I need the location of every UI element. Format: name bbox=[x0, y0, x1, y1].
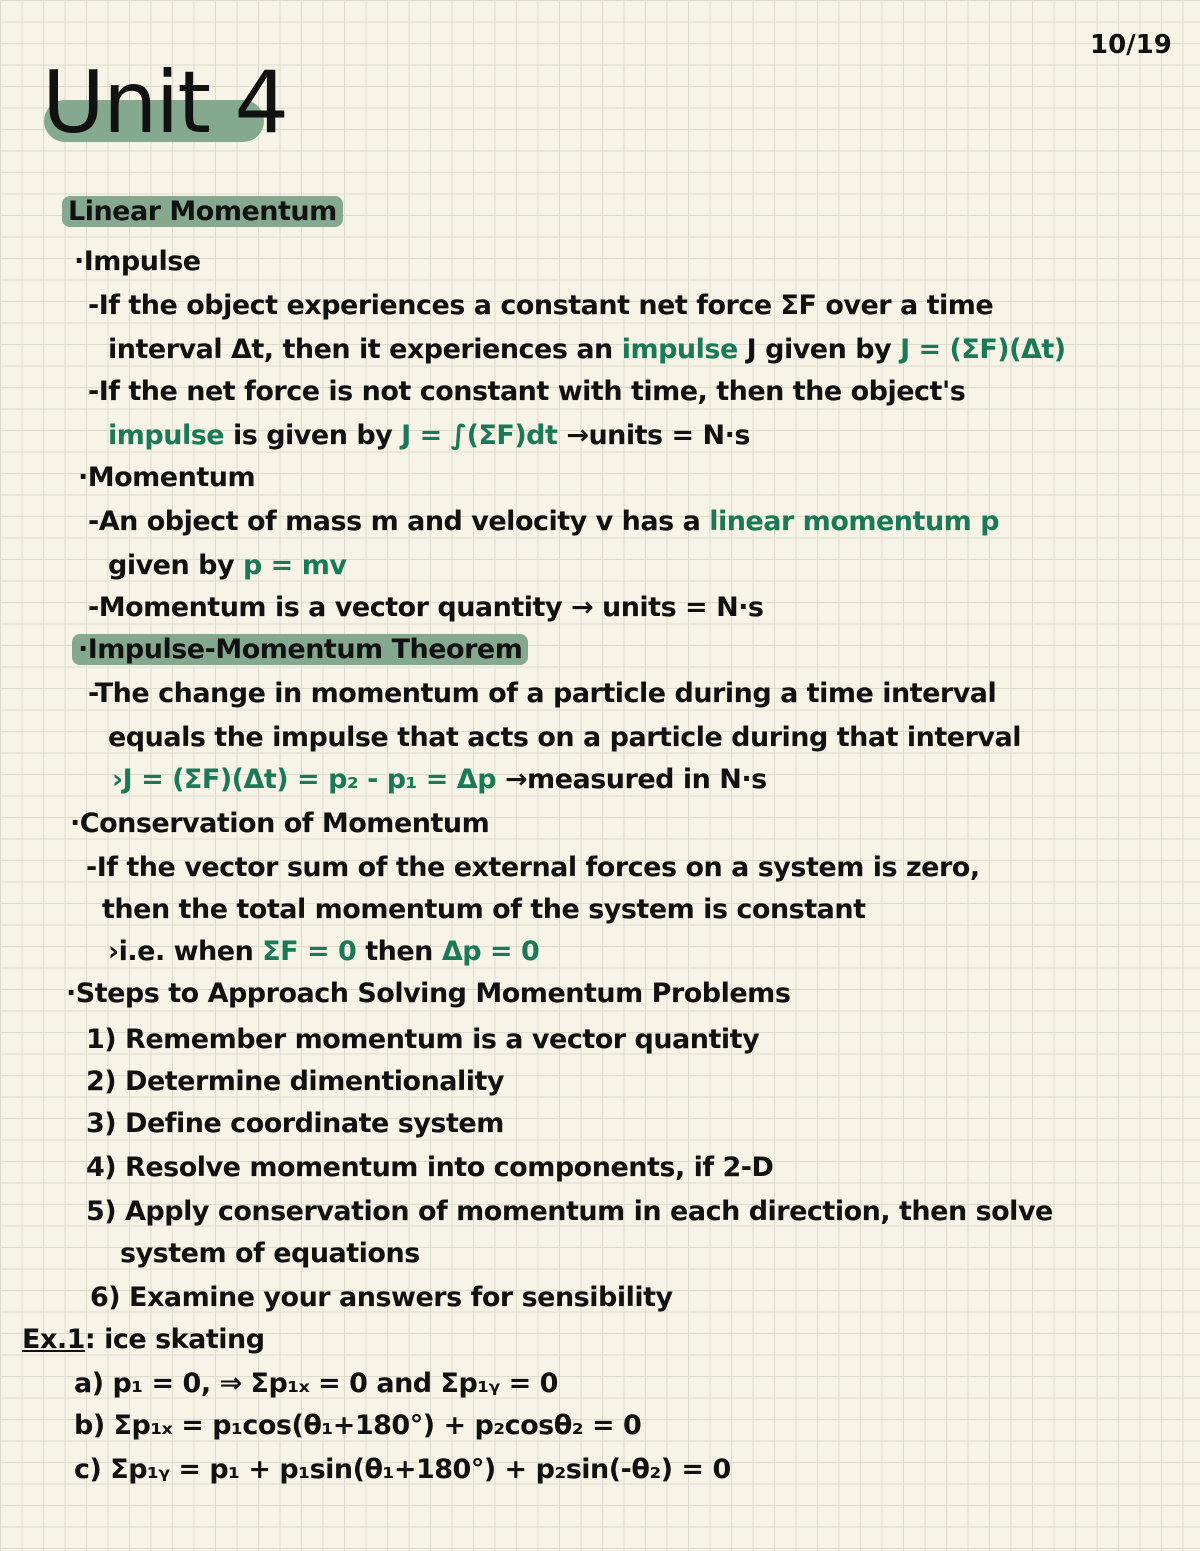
theorem-line-3 bbox=[112, 766, 767, 793]
theorem-line-1: -The change in momentum of a particle during a time interval bbox=[88, 678, 997, 709]
impulse-bullet-2-line-2 bbox=[108, 422, 750, 449]
theorem-formula: ›J = (ΣF)(Δt) = p₂ - p₁ = Δp bbox=[112, 764, 497, 795]
step-item: system of equations bbox=[120, 1238, 420, 1269]
theorem-heading bbox=[72, 636, 528, 663]
step-item: 6) Examine your answers for sensibility bbox=[90, 1282, 673, 1313]
conservation-heading: ·Conservation of Momentum bbox=[70, 808, 490, 839]
term-impulse: impulse bbox=[108, 420, 225, 451]
conservation-line-3 bbox=[108, 938, 539, 965]
impulse-bullet-1-line-2 bbox=[108, 336, 1066, 363]
text: ›i.e. when bbox=[108, 936, 254, 967]
units: →units = N·s bbox=[566, 420, 750, 451]
text: is given by bbox=[232, 420, 393, 451]
units: →measured in N·s bbox=[504, 764, 767, 795]
text: -An object of mass m and velocity v has a bbox=[88, 506, 701, 537]
conservation-line-1: -If the vector sum of the external forces on a system is zero, bbox=[86, 852, 980, 883]
step-item: 5) Apply conservation of momentum in each direction, then solve bbox=[86, 1196, 1053, 1227]
term-impulse: impulse bbox=[621, 334, 738, 365]
theorem-heading-text: ·Impulse-Momentum Theorem bbox=[72, 634, 528, 665]
section-heading bbox=[62, 198, 343, 225]
step-item: 4) Resolve momentum into components, if 2-D bbox=[86, 1152, 774, 1183]
term-linear-momentum: linear momentum p bbox=[709, 506, 1000, 537]
step-item: 1) Remember momentum is a vector quantity bbox=[86, 1024, 760, 1055]
example-line: a) p₁ = 0, ⇒ Σp₁ₓ = 0 and Σp₁ᵧ = 0 bbox=[74, 1368, 558, 1399]
example-label: Ex.1 bbox=[22, 1324, 85, 1355]
impulse-integral-formula: J = ∫(ΣF)dt bbox=[401, 420, 558, 451]
example-line: b) Σp₁ₓ = p₁cos(θ₁+180°) + p₂cosθ₂ = 0 bbox=[74, 1410, 642, 1441]
conservation-line-2: then the total momentum of the system is constant bbox=[102, 894, 866, 925]
example-heading bbox=[22, 1326, 265, 1353]
text: then bbox=[365, 936, 433, 967]
steps-heading: ·Steps to Approach Solving Momentum Problems bbox=[66, 978, 791, 1009]
net-force-zero: ΣF = 0 bbox=[262, 936, 357, 967]
impulse-formula: J = (ΣF)(Δt) bbox=[900, 334, 1066, 365]
step-item: 2) Determine dimentionality bbox=[86, 1066, 505, 1097]
delta-p-zero: Δp = 0 bbox=[441, 936, 540, 967]
impulse-bullet-1-line-1: -If the object experiences a constant net force ΣF over a time bbox=[88, 290, 994, 321]
momentum-bullet-1-line-2 bbox=[108, 552, 346, 579]
momentum-bullet-2: -Momentum is a vector quantity → units = N·s bbox=[88, 592, 764, 623]
momentum-heading: ·Momentum bbox=[78, 462, 256, 493]
impulse-bullet-2-line-1: -If the net force is not constant with time, then the object's bbox=[88, 376, 966, 407]
impulse-heading: ·Impulse bbox=[74, 246, 201, 277]
date: 10/19 bbox=[1090, 30, 1172, 60]
text: given by bbox=[108, 550, 235, 581]
page-title: Unit 4 bbox=[42, 53, 288, 153]
text: J given by bbox=[746, 334, 892, 365]
example-title: : ice skating bbox=[84, 1324, 265, 1355]
step-item: 3) Define coordinate system bbox=[86, 1108, 504, 1139]
momentum-formula: p = mv bbox=[242, 550, 347, 581]
momentum-bullet-1-line-1 bbox=[88, 508, 999, 535]
example-line: c) Σp₁ᵧ = p₁ + p₁sin(θ₁+180°) + p₂sin(-θ₂) = 0 bbox=[74, 1454, 731, 1485]
section-heading-text: Linear Momentum bbox=[62, 196, 343, 227]
theorem-line-2: equals the impulse that acts on a particle during that interval bbox=[108, 722, 1021, 753]
text: interval Δt, then it experiences an bbox=[108, 334, 613, 365]
